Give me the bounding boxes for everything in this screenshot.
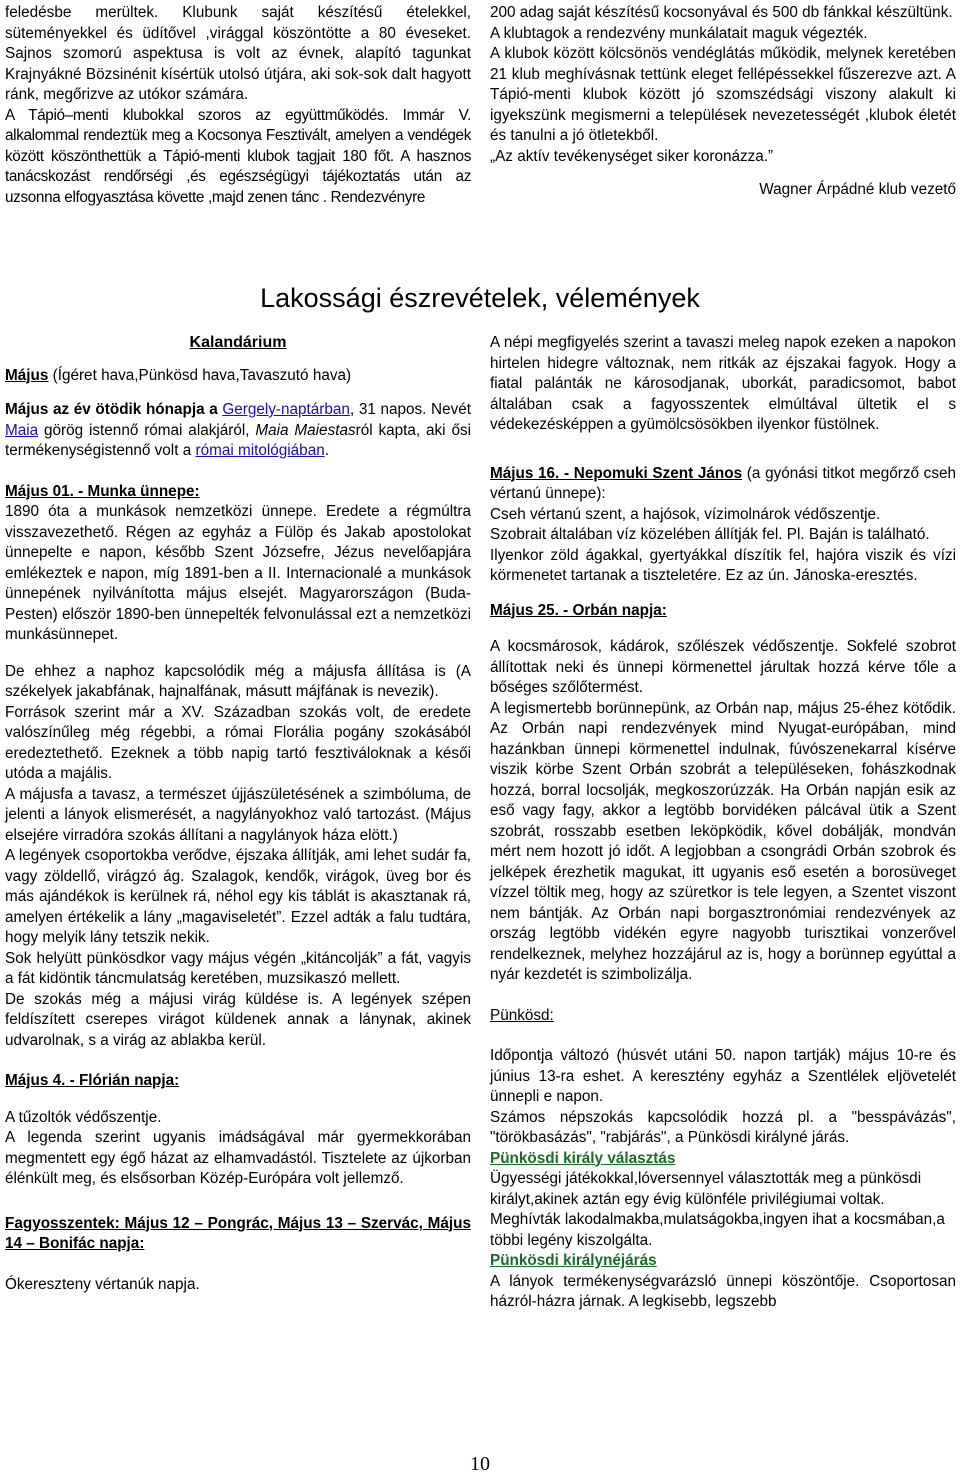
club-leader-signature: Wagner Árpádné klub vezető [759, 181, 956, 198]
majfa-paragraph: De szokás még a májusi virág küldése is. A legények szépen feldíszített cserepes virágot küldenek annak a lánynak, akinek udvarolnak, s a virág az ablakba kerül. [5, 990, 471, 1049]
punkosdi-kiralyne-heading: Pünkösdi királynéjárás [490, 1252, 657, 1269]
majfa-paragraph: De ehhez a naphoz kapcsolódik még a májusfa állítása is (A székelyek jakabfának, hajnalfának, másutt májfának is nevezik). [5, 662, 471, 700]
fagyosszentek-heading: Fagyosszentek: Május 12 – Pongrác, Május 13 – Szervác, Május 14 – Bonifác napja: [5, 1214, 471, 1252]
gregorian-calendar-link[interactable]: Gergely-naptárban [222, 401, 350, 418]
roman-mythology-link[interactable]: római mitológiában [195, 442, 325, 459]
may-intro-text: görög istennő római alakjáról, [38, 421, 256, 439]
may1-paragraph: 1890 óta a munkások nemzetközi ünnepe. Eredete a régmúltra visszavezethető. Régen az egyház a Fülöp és Jakab apostolokat ünnepelte e napon, később Szent Józsefre, Jézus nevelőapjára emlékeztek e napon, míg 1891-ben a II. Internacionalé a munkások ünnepének nyilvánította május elsejét. Magyarországon (Buda-Pesten) először 1890-ben ünnepelték felvonulással ezt a nemzetközi munkásünnepet. [5, 503, 471, 643]
may16-heading: Május 16. - Nepomuki Szent János [490, 464, 743, 482]
club-report-paragraph: feledésbe merültek. Klubunk saját készítésű ételekkel, süteményekkel és üdítővel ,virággal köszöntötte a 80 éveseket. Sajnos szomorú aspektusa is volt az évnek, alapító tagunkat Krajnyákné Bözsinénit kísértük utolsó útjára, aki sok-sok dalt hagyott ránk, megőrizve az utókor számára. [5, 4, 471, 103]
majfa-paragraph: Sok helyütt pünkösdkor vagy május végén „kitáncolják” a fát, vagyis a fát kidöntik táncmulatság keretében, muzsikaszó mellett. [5, 949, 471, 987]
may16-heading-line [490, 464, 956, 505]
fagyosszentek-paragraph: A népi megfigyelés szerint a tavaszi meleg napok ezeken a napokon hirtelen hidegre változnak, nem ritkák az éjszakai fagyok. Hogy a fiatal palánták ne károsodjanak, uborkát, paradicsomot, babot általában csak a fagyosszentek elmúltával ültetik el s védekezésképpen a gyümölcsösökben ilyenkor füstölnek. [490, 334, 956, 433]
may16-paragraph: Szobrait általában víz közelében állítják fel. Pl. Baján is található. [490, 526, 930, 543]
may4-heading: Május 4. - Flórián napja: [5, 1072, 180, 1089]
may-intro-text: Május az év ötödik hónapja a [5, 401, 223, 418]
majfa-paragraph: A májusfa a tavasz, a természet újjászületésének a szimbóluma, de jelenti a lányok elismerését, a nagylányokhoz való tartozást. (Május elsejére virradóra szokás állítani a nagylányok háza elött.) [5, 785, 471, 844]
may-nicknames: (Ígéret hava,Pünkösd hava,Tavaszutó hava) [48, 366, 352, 384]
punkosd-paragraph: Időpontja változó (húsvét utáni 50. napon tartják) május 10-re és június 13-ra eshet. A keresztény egyház a Szentlélek eljövetelét ünnepli e napon. [490, 1047, 956, 1105]
bottom-right-column [490, 333, 956, 1313]
may-intro-paragraph [5, 400, 471, 462]
club-report-paragraph: A Tápió–menti klubokkal szoros az együttműködés. Immár V. alkalommal rendeztük meg a Kocsonya Fesztivált, amelyen a vendégek között köszönthettük a Tápió-menti klubok tagjait 180 főt. A hasznos tanácskozást rendőrségi ,és egészségügyi tájékoztatás után az uzsonna elfogyasztása követte ,majd zenen tánc . Rendezvényre [5, 106, 471, 206]
may-intro-text: ról kapta, aki ősi termékenységistennő volt a [5, 421, 471, 459]
may25-paragraph: A legismertebb borünnepünk, az Orbán nap, május 25-éhez kötődik. Az Orbán napi rendezvények mind Nyugat-európában, mind hazánkban ünnepi körmenettel indulnak, fúvószenekarral kísérve viszik körbe Szent Orbán szobrát a településeken, fohászkodnak hozzá, borral locsolják, megkoszorúzzák. Ha Orbán napján esik az eső vagy fagy, akkor a legtöbb borvidéken pálcával ütik a Szent szobrát, rosszabb esetben leköpködik, kővel dobálják, mondván mért nem hozott jó időt. A legjobban a csongrádi Orbán szobrok és jelképek érezhetik magukat, itt ugyanis eső esetén a borosüveget vízzel töltik meg, hogy az szüretkor is tele legyen, a Szentet viszont nem bántják. Az Orbán napi borgasztronómiai rendezvények az ország legtöbb vidékén egyre nagyobb turisztikai vonzerővel rendelkeznek, melyhez hozzájárul az is, hogy a borünnep egyúttal a nyár kezdetét is szimbolizálja. [490, 699, 956, 983]
kalendarium-title: Kalandárium [189, 334, 287, 351]
may16-paragraph: Cseh vértanú szent, a hajósok, vízimolnárok védőszentje. [490, 505, 881, 523]
bottom-left-column [5, 333, 471, 1295]
majfa-paragraph: A legények csoportokba verődve, éjszaka állítják, ami lehet sudár fa, vagy zöldellő, virágzó ág. Szalagok, kendők, virágok, üveg bor és más ajándékok is kerülnek rá, néhol egy kis táblát is akasztanak rá, amelyen értékelik a lány „magaviseletét”. Ezzel adták a falu tudtára, hogy melyik lány tetszik nekik. [5, 847, 471, 946]
top-left-column [5, 3, 471, 208]
may4-paragraph: A tűzoltók védőszentje. [5, 1108, 162, 1126]
fagyosszentek-paragraph: Ókereszteny vértanúk napja. [5, 1275, 200, 1293]
may-intro-text: , 31 napos. Nevét [349, 401, 471, 418]
may16-heading-tail: (a gyónási titkot megőrző cseh vértanú ünnepe): [490, 464, 956, 502]
club-report-paragraph: A klubok között kölcsönös vendéglátás működik, melynek keretében 21 klub meghívásnak tettünk eleget fellépéssekkel fűszerezve azt. A Tápió-menti klubok között jó szomszédsági viszony alakult ki igyekszünk megismerni a települések nevezetességét ,klubok életét és tanulni a jó ötletekből. [490, 45, 956, 144]
may-intro-text: . [324, 442, 329, 459]
may4-paragraph: A legenda szerint ugyanis imádságával már gyermekkorában megmentett egy égő házat az elhamvadástól. Tisztelete az újkorban élénkült meg, és elsősorban Közép-Európára volt jellemző. [5, 1129, 471, 1187]
may1-heading: Május 01. - Munka ünnepe: [5, 482, 200, 500]
maia-link[interactable]: Maia [5, 421, 39, 439]
may-subtitle [5, 366, 471, 387]
punkosd-heading: Pünkösd: [490, 1006, 554, 1024]
may16-paragraph: Ilyenkor zöld ágakkal, gyertyákkal díszítik fel, hajóra viszik és vízi körmenetet tartanak a tiszteletére. Ez az ún. Jánoska-eresztés. [490, 546, 956, 584]
may-label: Május [5, 366, 49, 384]
punkosdi-kiraly-heading: Pünkösdi király választás [490, 1149, 676, 1167]
maia-maiestas-name: Maia Maiestas [255, 421, 356, 439]
top-right-column [490, 3, 956, 201]
section-heading: Lakossági észrevételek, vélemények [260, 283, 700, 313]
punkosd-paragraph: Számos népszokás kapcsolódik hozzá pl. a "besspávázás", "törökbasázás", "rabjárás", a Pünkösdi királyné járás. [490, 1108, 956, 1146]
club-motto: „Az aktív tevékenységet siker koronázza.” [490, 147, 774, 165]
punkosdi-kiraly-paragraph: Ügyességi játékokkal,lóversennyel választották meg a pünkösdi királyt,akinek aztán egy évig különféle privilégiumai voltak. Meghívták lakodalmakba,mulatságokba,ingyen ihat a kocsmában,a többi legény kiszolgálta. [490, 1170, 945, 1249]
may25-heading: Május 25. - Orbán napja: [490, 601, 667, 619]
club-report-paragraph: 200 adag saját készítésű kocsonyával és 500 db fánkkal készültünk. [490, 4, 953, 21]
punkosdi-kiralyne-paragraph: A lányok termékenységvarázsló ünnepi köszöntője. Csoportosan házról-házra járnak. A legkisebb, legszebb [490, 1272, 956, 1310]
may25-paragraph: A kocsmárosok, kádárok, szőlészek védőszentje. Sokfelé szobrot állítottak neki és ünnepi körmenettel járultak hozzá kérve tőle a bőséges szőlőtermést. [490, 638, 956, 696]
majfa-paragraph: Források szerint már a XV. Században szokás volt, de eredete valószínűleg még régebbi, a római Florália pogány szokásából eredeztethető. Ezeknek a több napig tartó fesztiváloknak a késői utóda a majális. [5, 703, 471, 782]
club-report-paragraph: A klubtagok a rendezvény munkálatait maguk végezték. [490, 24, 868, 42]
page-number: 10 [470, 1453, 490, 1475]
